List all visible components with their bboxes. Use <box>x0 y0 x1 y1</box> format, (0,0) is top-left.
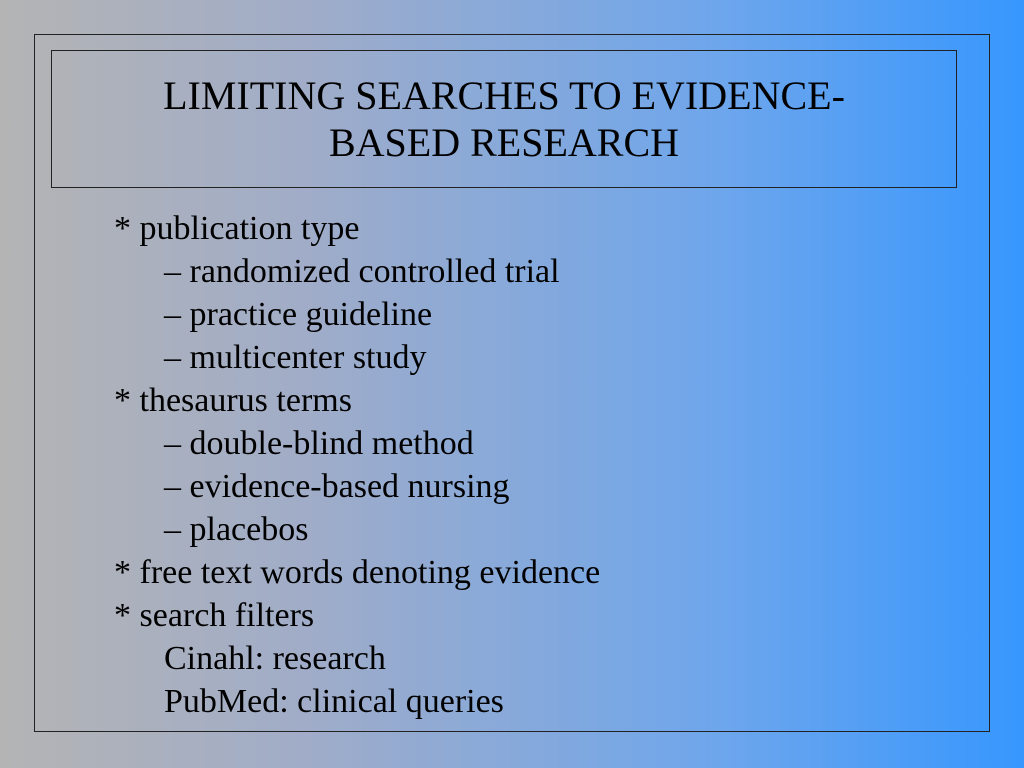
sub-bullet-item: – practice guideline <box>164 296 433 333</box>
bullet-item: * thesaurus terms <box>114 382 352 419</box>
sub-bullet-item: PubMed: clinical queries <box>164 683 504 720</box>
sub-bullet-item: – randomized controlled trial <box>164 253 560 290</box>
sub-bullet-item: – multicenter study <box>164 339 427 376</box>
sub-bullet-item: Cinahl: research <box>164 640 386 677</box>
slide-title-line-2: BASED RESEARCH <box>328 120 680 165</box>
sub-bullet-item: – placebos <box>164 511 309 548</box>
slide-title-line-1: LIMITING SEARCHES TO EVIDENCE- <box>163 73 845 118</box>
bullet-item: * publication type <box>114 210 360 247</box>
bullet-item: * search filters <box>114 597 315 634</box>
bullet-list <box>114 207 974 723</box>
slide-title <box>163 72 845 166</box>
sub-bullet-item: – evidence-based nursing <box>164 468 510 505</box>
sub-bullet-item: – double-blind method <box>164 425 474 462</box>
bullet-item: * free text words denoting evidence <box>114 554 601 591</box>
title-box <box>51 50 957 188</box>
